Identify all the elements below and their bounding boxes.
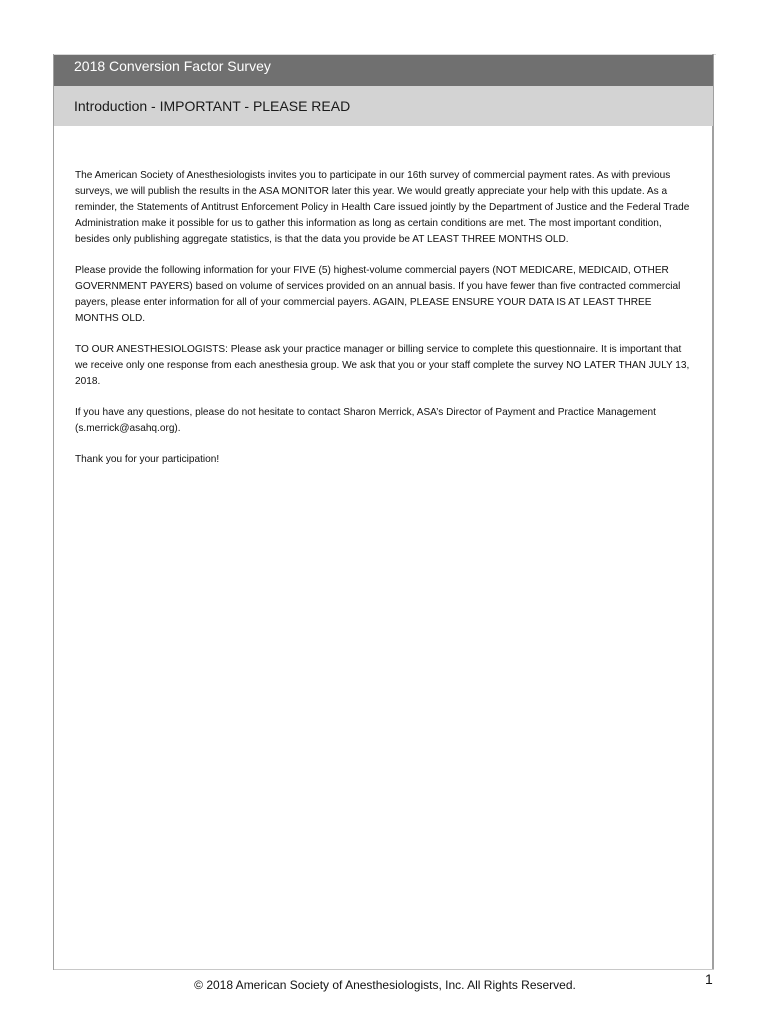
section-header-bar [54, 86, 713, 126]
intro-paragraph: The American Society of Anesthesiologists invites you to participate in our 16th survey of commercial payment rates. As with previous surveys, we will publish the results in the ASA MONITOR later this year. We would greatly appreciate your help with this update. As a reminder, the Statements of Antitrust Enforcement Policy in Health Care issued jointly by the Department of Justice and the Federal Trade Administration make it possible for us to gather this information as long as certain conditions are met. The most important condition, besides only publishing aggregate statistics, is that the data you provide be AT LEAST THREE MONTHS OLD. [75, 170, 690, 245]
intro-paragraph: Please provide the following information for your FIVE (5) highest-volume commercial payers (NOT MEDICARE, MEDICAID, OTHER GOVERNMENT PAYERS) based on volume of services provided on an annual basis. If you have fewer than five contracted commercial payers, please enter information for all of your commercial payers. AGAIN, PLEASE ENSURE YOUR DATA IS AT LEAST THREE MONTHS OLD. [75, 265, 681, 324]
survey-title: 2018 Conversion Factor Survey [74, 58, 271, 74]
intro-paragraph: If you have any questions, please do not hesitate to contact Sharon Merrick, ASA’s Director of Payment and Practice Management (s.merrick@asahq.org). [75, 407, 656, 434]
footer-divider [54, 969, 714, 970]
section-title: Introduction - IMPORTANT - PLEASE READ [74, 98, 351, 114]
footer-copyright: © 2018 American Society of Anesthesiologists, Inc. All Rights Reserved. [194, 978, 576, 992]
intro-content [75, 168, 695, 483]
intro-paragraph: Thank you for your participation! [75, 454, 220, 465]
page-number: 1 [705, 971, 713, 987]
survey-title-bar [54, 55, 713, 86]
intro-paragraph: TO OUR ANESTHESIOLOGISTS: Please ask your practice manager or billing service to complete this questionnaire. It is important that we receive only one response from each anesthesia group. We ask that you or your staff complete the survey NO LATER THAN JULY 13, 2018. [75, 344, 690, 387]
